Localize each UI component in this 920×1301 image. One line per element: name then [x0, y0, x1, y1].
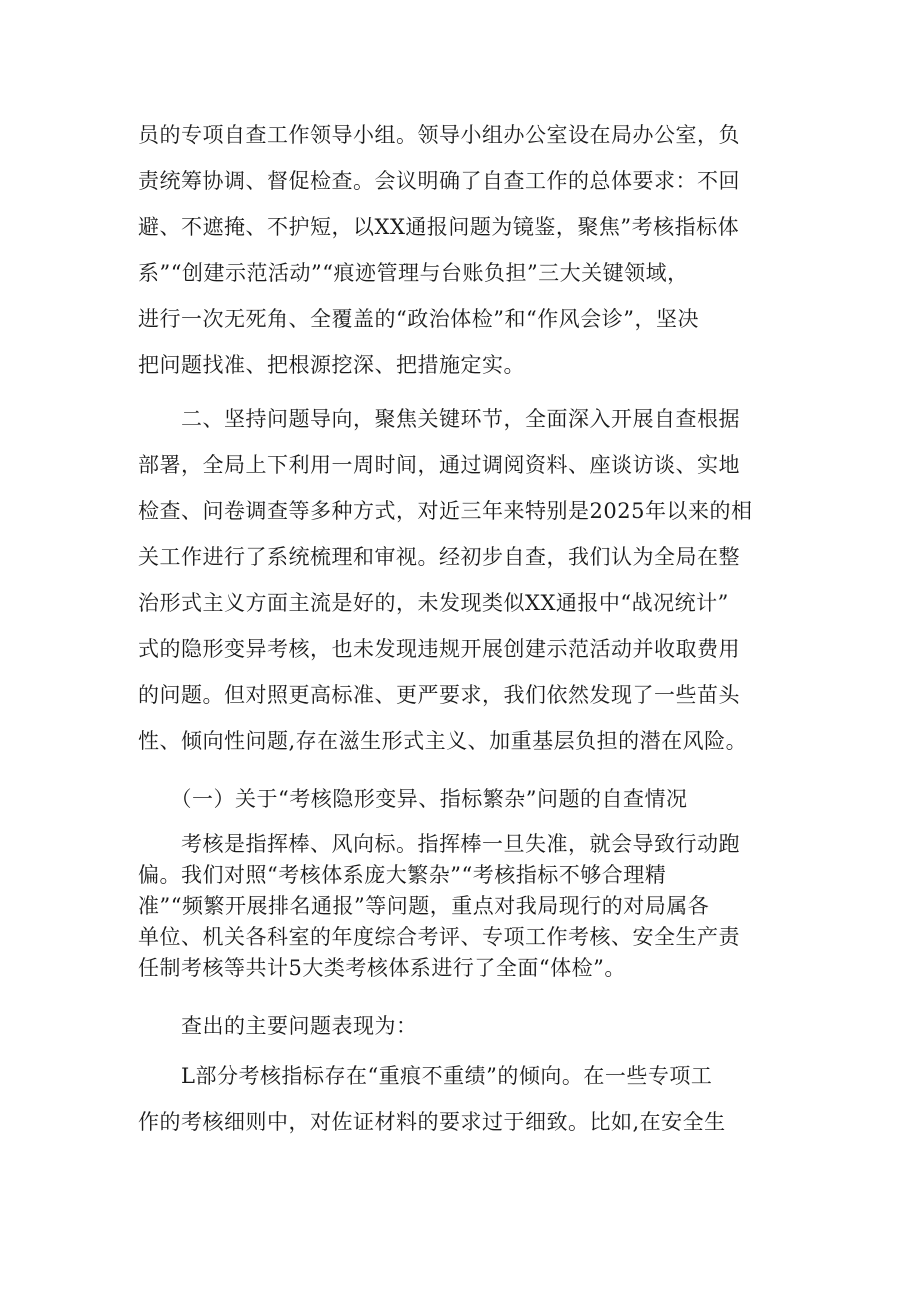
paragraph-5: [138, 1053, 788, 1145]
text-line: 关工作进行了系统梳理和审视。经初步自查，我们认为全局在整: [138, 545, 740, 569]
text-line: 避、不遮掩、不护短，以XX通报问题为镜鉴，聚焦”考核指标体: [138, 215, 740, 239]
text-line: 单位、机关各科室的年度综合考评、专项工作考核、安全生产责: [138, 925, 740, 949]
text-line: 治形式主义方面主流是好的，未发现类似XX通报中“战况统计”: [138, 591, 729, 615]
text-line: 考核是指挥棒、风向标。指挥棒一旦失准，就会导致行动跑: [138, 832, 740, 856]
text-line: 二、坚持问题导向，聚焦关键环节，全面深入开展自查根据: [138, 407, 740, 431]
text-line: 偏。我们对照“考核体系庞大繁杂”“考核指标不够合理精: [138, 863, 667, 887]
text-line: 的问题。但对照更高标准、更严要求，我们依然发现了一些苗头: [138, 683, 740, 707]
text-line: L部分考核指标存在“重痕不重绩”的倾向。在一些专项工: [138, 1064, 713, 1088]
text-line: 作的考核细则中，对佐证材料的要求过于细致。比如,在安全生: [138, 1110, 726, 1134]
text-line: 准”“频繁开展排名通报”等问题，重点对我局现行的对局属各: [138, 894, 710, 918]
text-line: 部署，全局上下利用一周时间，通过调阅资料、座谈访谈、实地: [138, 453, 740, 477]
text-line: 检查、问卷调查等多种方式，对近三年来特别是2025年以来的相: [138, 499, 753, 523]
text-line: 进行一次无死角、全覆盖的“政治体检”和“作风会诊”，坚决: [138, 307, 699, 331]
paragraph-3: [138, 829, 788, 984]
text-line: 员的专项自查工作领导小组。领导小组办公室设在局办公室，负: [138, 123, 740, 147]
text-line: 式的隐形变异考核，也未发现违规开展创建示范活动并收取费用: [138, 637, 740, 661]
text-line: 任制考核等共计5大类考核体系进行了全面“体检”。: [138, 956, 626, 980]
text-line: 责统筹协调、督促检查。会议明确了自查工作的总体要求：不回: [138, 169, 740, 193]
text-line: 性、倾向性问题,存在滋生形式主义、加重基层负担的潜在风险。: [138, 729, 748, 753]
paragraph-4: [138, 1003, 788, 1049]
paragraph-2: [138, 396, 788, 764]
heading-text: （一）关于“考核隐形变异、指标繁杂”问题的自查情况: [138, 787, 688, 811]
section-heading: [138, 776, 788, 822]
text-line: 把问题找准、把根源挖深、把措施定实。: [138, 353, 525, 377]
paragraph-1: [138, 112, 788, 388]
text-line: 查出的主要问题表现为：: [138, 1014, 418, 1038]
text-line: 系”“创建示范活动”“痕迹管理与台账负担”三大关键领域，: [138, 261, 689, 285]
